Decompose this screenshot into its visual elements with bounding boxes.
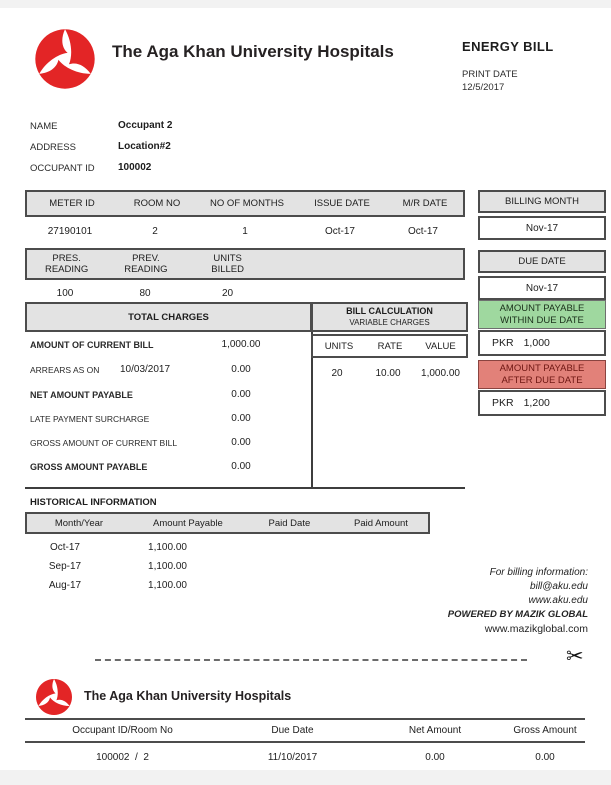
pres-reading-value: 100 [56, 287, 74, 299]
paid-date-value [230, 559, 320, 573]
stub-net-amount-value: 0.00 [425, 751, 445, 763]
name-value: Occupant 2 [118, 120, 173, 131]
charge-label: AMOUNT OF CURRENT BILL [30, 340, 154, 350]
readings-table-row [25, 285, 465, 301]
billing-info-line: For billing information: [489, 567, 588, 578]
page-top-edge [0, 0, 611, 8]
bill-calc-row [311, 366, 468, 380]
paid-amount-value [320, 559, 415, 573]
mr-date-value: Oct-17 [407, 225, 438, 237]
paid-amount-header: Paid Amount [354, 517, 408, 529]
month-year-value: Oct-17 [49, 541, 80, 553]
paid-amount-value [320, 540, 415, 554]
charge-label: ARREARS AS ON [30, 365, 100, 375]
due-date-header: DUE DATE [478, 250, 606, 273]
month-year-value: Aug-17 [48, 579, 82, 591]
billing-month-header: BILLING MONTH [478, 190, 606, 213]
value-value: 1,000.00 [421, 367, 460, 379]
amount-payable-value: 1,100.00 [148, 560, 187, 572]
history-row [25, 559, 430, 573]
no-of-months-value: 1 [242, 225, 248, 237]
amount-within-due-value [478, 330, 606, 356]
print-date-label: PRINT DATE [462, 69, 518, 80]
pres-reading-header: PRES. READING [44, 252, 89, 275]
cut-dashed-line [95, 659, 527, 661]
bill-calc-title: BILL CALCULATION [346, 306, 433, 317]
charge-label: GROSS AMOUNT OF CURRENT BILL [30, 438, 178, 448]
print-date-value: 12/5/2017 [462, 82, 505, 93]
arrears-date: 10/03/2017 [120, 364, 171, 375]
bill-title: ENERGY BILL [462, 39, 554, 54]
stub-due-date-value: 11/10/2017 [267, 751, 318, 763]
mr-date-header: M/R DATE [402, 198, 448, 209]
bill-calc-subtitle: VARIABLE CHARGES [349, 317, 430, 327]
paid-date-header: Paid Date [268, 517, 311, 529]
units-header: UNITS [324, 340, 354, 352]
amount-payable-header: Amount Payable [153, 517, 223, 529]
after-due-currency: PKR [492, 397, 514, 409]
charge-label: LATE PAYMENT SURCHARGE [30, 414, 150, 424]
charge-value: 0.00 [231, 364, 251, 375]
history-table-header [25, 512, 430, 534]
within-due-amount: 1,000 [523, 337, 550, 349]
amount-payable-value: 1,100.00 [148, 541, 187, 553]
charge-row-gross-current [30, 438, 262, 452]
charge-value: 0.00 [231, 389, 251, 400]
meter-table-row [25, 223, 465, 239]
aku-logo [32, 26, 98, 92]
charge-row-net-amount [30, 390, 262, 404]
stub-occupant-header: Occupant ID/Room No [72, 725, 173, 736]
stub-table-header [25, 718, 585, 743]
prev-reading-value: 80 [139, 287, 151, 299]
rate-header: RATE [377, 340, 403, 352]
address-label: ADDRESS [30, 142, 76, 153]
charge-row-late-surcharge [30, 414, 262, 428]
charge-row-gross-payable [30, 462, 262, 476]
issue-date-value: Oct-17 [324, 225, 355, 237]
paid-date-value [230, 540, 320, 554]
prev-reading-header: PREV. READING [124, 252, 168, 275]
billing-month-value: Nov-17 [478, 216, 606, 240]
billing-website: www.aku.edu [528, 595, 588, 606]
charge-value: 1,000.00 [221, 339, 261, 350]
paid-amount-value [320, 578, 415, 592]
amount-within-due-header [478, 300, 606, 329]
stub-gross-amount-header: Gross Amount [513, 725, 577, 736]
charge-label: NET AMOUNT PAYABLE [30, 390, 133, 400]
paid-date-value [230, 578, 320, 592]
within-due-currency: PKR [492, 337, 514, 349]
charge-value: 0.00 [231, 437, 251, 448]
billing-email: bill@aku.edu [530, 581, 588, 592]
bill-calc-columns-header [311, 334, 468, 358]
meter-id-header: METER ID [49, 198, 95, 209]
page-bottom-edge [0, 770, 611, 785]
charge-value: 0.00 [231, 413, 251, 424]
amount-after-due-header [478, 360, 606, 389]
total-charges-header: TOTAL CHARGES [25, 302, 312, 332]
name-label: NAME [30, 121, 58, 132]
charge-row-current-bill [30, 340, 262, 354]
stub-net-amount-header: Net Amount [408, 725, 462, 736]
rate-value: 10.00 [375, 367, 401, 379]
units-billed-value: 20 [221, 287, 234, 299]
amount-after-due-value [478, 390, 606, 416]
charges-bottom-rule [25, 487, 465, 489]
readings-table-header [25, 248, 465, 280]
units-billed-header: UNITS BILLED [211, 252, 245, 275]
stub-due-date-header: Due Date [271, 725, 314, 736]
after-due-amount: 1,200 [523, 397, 550, 409]
charge-value: 0.00 [231, 461, 251, 472]
month-year-header: Month/Year [54, 517, 104, 529]
amount-within-due-label: AMOUNT PAYABLE WITHIN DUE DATE [499, 302, 585, 326]
billing-info-block [448, 566, 588, 636]
history-title: HISTORICAL INFORMATION [30, 497, 157, 508]
meter-table-header [25, 190, 465, 217]
room-no-header: ROOM NO [133, 198, 181, 209]
stub-table-row [25, 750, 585, 764]
month-year-value: Sep-17 [48, 560, 82, 572]
powered-site: www.mazikglobal.com [484, 623, 588, 635]
powered-by: POWERED BY MAZIK GLOBAL [447, 609, 588, 620]
bill-calc-header [311, 302, 468, 332]
history-row [25, 578, 430, 592]
no-of-months-header: NO OF MONTHS [210, 198, 284, 209]
meter-id-value: 27190101 [47, 225, 93, 237]
due-date-value: Nov-17 [478, 276, 606, 300]
room-no-value: 2 [152, 225, 158, 237]
charge-label: GROSS AMOUNT PAYABLE [30, 462, 148, 472]
history-row [25, 540, 430, 554]
units-value: 20 [331, 367, 343, 379]
scissors-icon: ✂ [566, 645, 584, 668]
stub-occupant-value: 100002 / 2 [96, 751, 149, 763]
stub-org-title: The Aga Khan University Hospitals [84, 689, 292, 703]
aku-logo-small [34, 677, 74, 717]
org-title: The Aga Khan University Hospitals [112, 42, 394, 61]
occupant-id-value: 100002 [118, 162, 152, 173]
occupant-id-label: OCCUPANT ID [30, 163, 95, 174]
amount-payable-value: 1,100.00 [148, 579, 187, 591]
charge-row-arrears [30, 365, 262, 379]
stub-gross-amount-value: 0.00 [535, 751, 555, 763]
amount-after-due-label: AMOUNT PAYABLE AFTER DUE DATE [499, 362, 585, 386]
value-header: VALUE [425, 340, 456, 352]
address-value: Location#2 [118, 141, 171, 152]
issue-date-header: ISSUE DATE [314, 198, 370, 209]
